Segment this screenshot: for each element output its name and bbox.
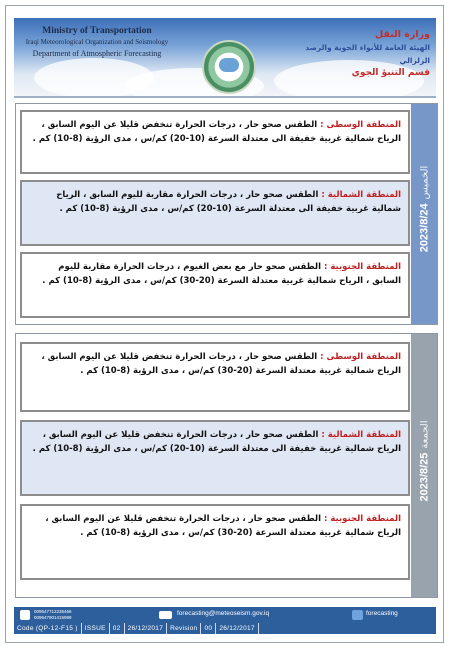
document-control-bar (14, 623, 436, 634)
day-2-date: 2023/8/25 (418, 452, 431, 502)
department-name-ar: قسم التنبؤ الجوي (351, 68, 430, 78)
day-1-label (411, 104, 437, 324)
arabic-heading (280, 28, 430, 80)
region-name: المنطقة الجنوبية : (324, 262, 401, 272)
ministry-name-en: Ministry of Transportation (42, 26, 152, 36)
organization-name-ar: الهيئة العامة للأنواء الجوية والرصد الزلزالي (305, 43, 430, 65)
facebook-link[interactable]: forecasting (366, 610, 398, 617)
header-divider (14, 96, 436, 98)
region-forecast-text: الطقس صحو حار مع بعض الغيوم ، درجات الحرارة مقاربة لليوم السابق ، الرياح شمالية غربية معتدلة السرعة (20-30) كم/س ، مدى الرؤية (8-10) كم . (42, 262, 401, 286)
region-north-day1 (20, 180, 410, 246)
region-central-day2 (20, 342, 410, 412)
document-code: Code (QP-12-F15 ) (14, 623, 82, 634)
issue-label: ISSUE (82, 623, 110, 634)
phone-number-1: 009647712236466 (34, 609, 72, 614)
contact-footer (14, 607, 436, 623)
day-2-label (411, 334, 437, 597)
organization-logo-icon (202, 40, 256, 94)
region-name: المنطقة الشمالية : (321, 190, 401, 200)
region-central-day1 (20, 110, 410, 174)
department-name-en: Department of Atmospheric Forecasting (32, 49, 162, 58)
revision-number: 00 (201, 623, 216, 634)
region-forecast-text: الطقس صحو حار ، درجات الحرارة تنخفض قليلا عن اليوم السابق ، الرياح شمالية غربية معتدلة السرعة (20-30) كم/س ، مدى الرؤية (8-10) كم . (41, 352, 401, 376)
region-name: المنطقة الجنوبية : (324, 514, 401, 524)
email-link[interactable]: forecasting@meteoseism.gov.iq (177, 610, 270, 617)
facebook-icon (352, 610, 363, 620)
english-heading (22, 26, 172, 59)
revision-date: 26/12/2017 (216, 623, 259, 634)
region-forecast-text: الطقس صحو حار ، درجات الحرارة مقاربة لليوم السابق ، الرياح شمالية غربية خفيفة الى معتدلة السرعة (10-20) كم/س ، مدى الرؤية (8-10) كم . (56, 190, 401, 214)
revision-label: Revision (167, 623, 201, 634)
day-1-date: 2023/8/24 (418, 203, 431, 253)
region-name: المنطقة الوسطى : (320, 120, 401, 130)
organization-name-en: Iraqi Meteorological Organization and Seismology (25, 38, 169, 46)
day-2-name: الجمعة (419, 419, 431, 449)
region-north-day2 (20, 420, 410, 496)
forecast-day-2 (15, 333, 438, 598)
issue-date: 26/12/2017 (125, 623, 168, 634)
region-forecast-text: الطقس صحو حار ، درجات الحرارة تنخفض قليلا عن اليوم السابق ، الرياح شمالية غربية خفيفة الى معتدلة السرعة (10-20) كم/س ، مدى الرؤية (8-10) كم . (32, 120, 401, 144)
issue-number: 02 (110, 623, 125, 634)
phone-number-2: 009647901415999 (34, 615, 72, 620)
region-forecast-text: الطقس صحو حار ، درجات الحرارة تنخفض قليلا عن اليوم السابق ، الرياح شمالية غربية معتدلة السرعة (20-30) كم/س ، مدى الرؤية (8-10) كم . (45, 514, 401, 538)
phone-icon (20, 610, 30, 620)
region-name: المنطقة الشمالية : (321, 430, 401, 440)
ministry-name-ar: وزارة النقل (374, 29, 430, 40)
forecast-day-1 (15, 103, 438, 325)
email-icon (159, 611, 172, 619)
region-forecast-text: الطقس صحو حار ، درجات الحرارة تنخفض قليلا عن اليوم السابق ، الرياح شمالية غربية خفيفة الى معتدلة السرعة (10-20) كم/س ، مدى الرؤية (8-10) كم . (32, 430, 401, 454)
region-south-day1 (20, 252, 410, 318)
day-1-name: الخميس (419, 165, 431, 200)
phone-numbers (34, 609, 72, 621)
region-south-day2 (20, 504, 410, 580)
region-name: المنطقة الوسطى : (320, 352, 401, 362)
letterhead (14, 18, 436, 98)
